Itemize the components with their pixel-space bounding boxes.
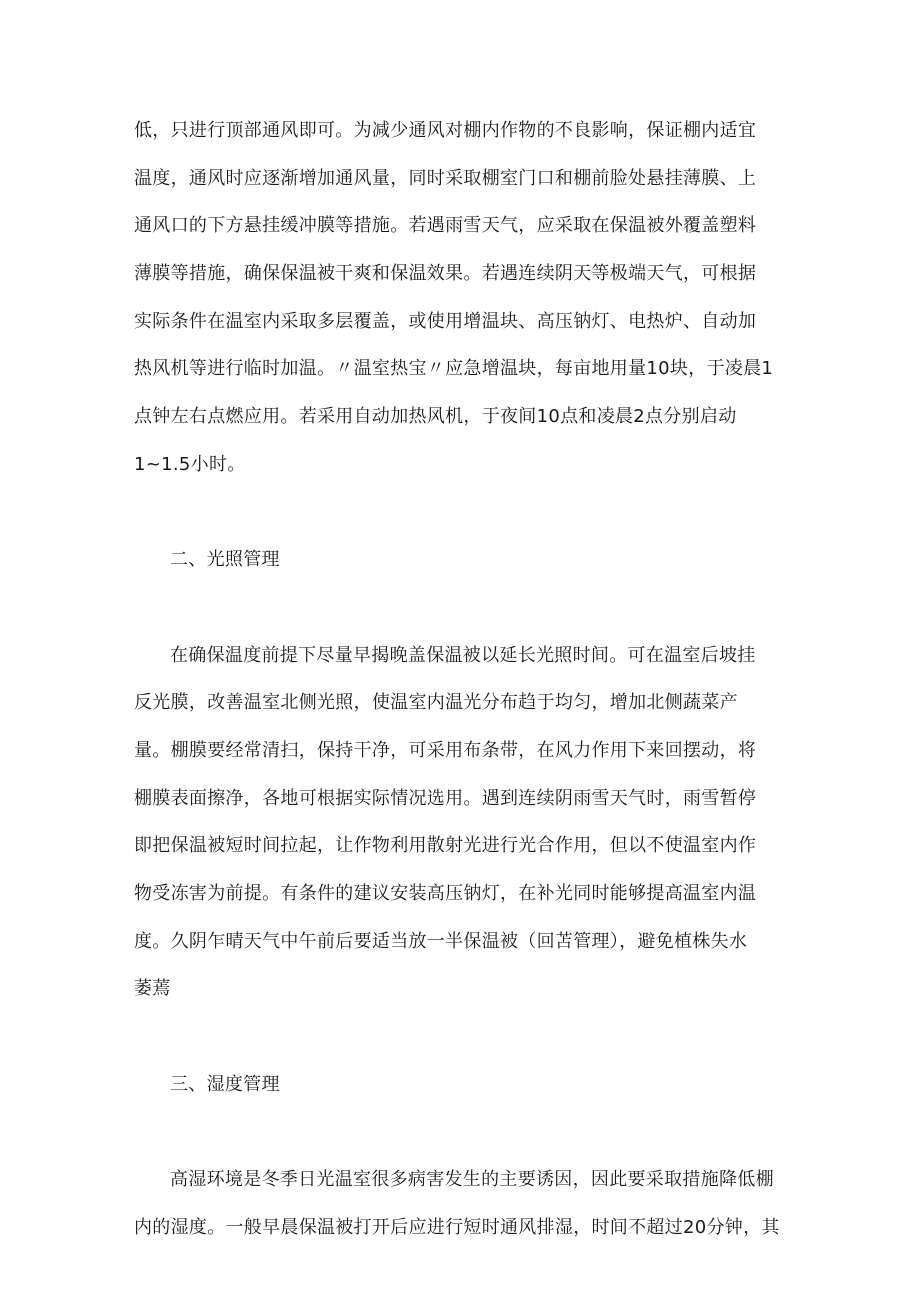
paragraph-gap (134, 593, 786, 641)
section-heading-lighting: 二、光照管理 (170, 549, 280, 571)
text-line: 1~1.5小时。 (134, 453, 246, 475)
text-line: 实际条件在温室内采取多层覆盖，或使用增温块、高压钠灯、电热炉、自动加 (134, 310, 757, 332)
text-line: 低，只进行顶部通风即可。为减少通风对棚内作物的不良影响，保证棚内适宜 (134, 120, 757, 141)
document-body (134, 116, 786, 1261)
text-line: 内的湿度。一般早晨保温被打开后应进行短时通风排湿，时间不超过20分钟，其 (134, 1216, 780, 1238)
paragraph-gap (134, 1117, 786, 1165)
text-line: 热风机等进行临时加温。〃温室热宝〃应急增温块，每亩地用量10块，于凌晨1 (134, 358, 774, 380)
paragraph-gap (134, 498, 786, 546)
text-line: 物受冻害为前提。有条件的建议安装高压钠灯，在补光同时能够提高温室内温 (134, 883, 757, 904)
text-line: 量。棚膜要经常清扫，保持干净，可采用布条带，在风力作用下来回摆动，将 (134, 739, 757, 761)
text-line: 反光膜，改善温室北侧光照，使温室内温光分布趋于均匀，增加北侧蔬菜产 (134, 692, 738, 714)
section-heading-humidity: 三、湿度管理 (170, 1073, 280, 1095)
text-line: 薄膜等措施，确保保温被干爽和保温效果。若遇连续阴天等极端天气，可根据 (134, 263, 757, 285)
text-line: 高湿环境是冬季日光温室很多病害发生的主要诱因，因此要采取措施降低棚 (170, 1169, 774, 1191)
text-line: 萎蔫 (134, 978, 171, 1000)
text-line: 点钟左右点燃应用。若采用自动加热风机，于夜间10点和凌晨2点分别启动 (134, 406, 737, 428)
text-line: 即把保温被短时间拉起，让作物利用散射光进行光合作用，但以不使温室内作 (134, 835, 757, 857)
paragraph-gap (134, 1022, 786, 1070)
text-line: 通风口的下方悬挂缓冲膜等措施。若遇雨雪天气，应采取在保温被外覆盖塑料 (134, 215, 757, 237)
text-line: 棚膜表面擦净，各地可根据实际情况选用。遇到连续阴雨雪天气时，雨雪暂停 (134, 787, 757, 809)
text-line: 温度，通风时应逐渐增加通风量，同时采取棚室门口和棚前脸处悬挂薄膜、上 (134, 167, 757, 189)
text-line: 度。久阴乍晴天气中午前后要适当放一半保温被（回苫管理），避免植株失水 (134, 930, 748, 952)
text-line: 在确保温度前提下尽量早揭晚盖保温被以延长光照时间。可在温室后坡挂 (170, 644, 756, 666)
